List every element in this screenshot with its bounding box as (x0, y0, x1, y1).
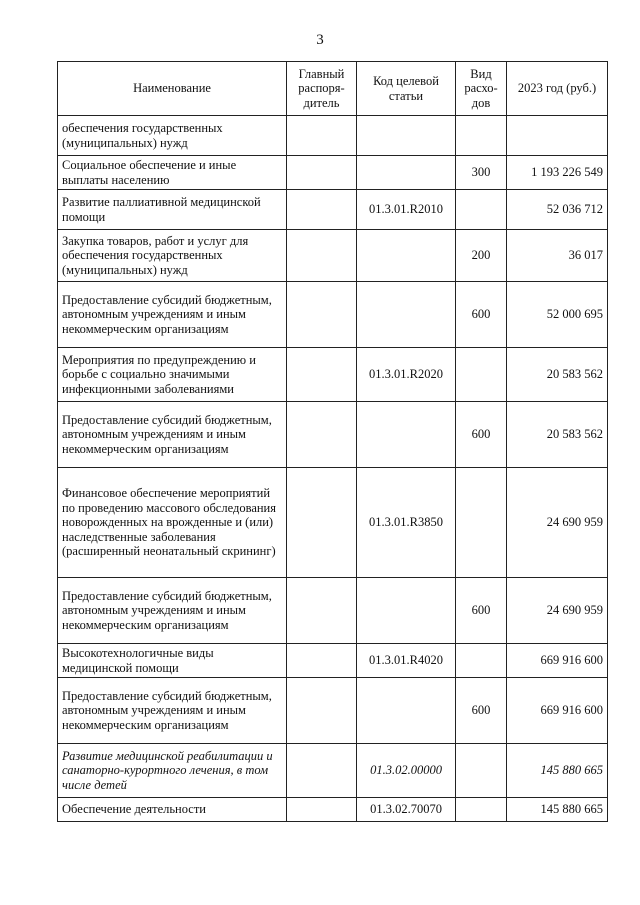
table-row (58, 578, 608, 644)
cell-amount: 52 036 712 (507, 190, 608, 230)
cell-code (357, 230, 456, 282)
cell-administrator (287, 468, 357, 578)
cell-name: Высокотехнологичные виды медицинской помощи (58, 644, 287, 678)
cell-name: Финансовое обеспечение мероприятий по проведению массового обследования новорожденных на врожденные и (или) наследственные заболевания (расширенный неонатальный скрининг) (58, 468, 287, 578)
cell-administrator (287, 230, 357, 282)
cell-name: Социальное обеспечение и иные выплаты населению (58, 156, 287, 190)
header-kind: Вид расхо-дов (456, 62, 507, 116)
cell-kind: 600 (456, 578, 507, 644)
cell-name: Развитие паллиативной медицинской помощи (58, 190, 287, 230)
cell-kind (456, 190, 507, 230)
cell-amount: 145 880 665 (507, 744, 608, 798)
cell-kind: 600 (456, 678, 507, 744)
header-amount: 2023 год (руб.) (507, 62, 608, 116)
cell-amount: 1 193 226 549 (507, 156, 608, 190)
table-row (58, 744, 608, 798)
table-row (58, 348, 608, 402)
cell-kind (456, 644, 507, 678)
cell-administrator (287, 116, 357, 156)
cell-name: Обеспечение деятельности (58, 798, 287, 822)
cell-code (357, 282, 456, 348)
header-name: Наименование (58, 62, 287, 116)
cell-name: Развитие медицинской реабилитации и санаторно-курортного лечения, в том числе детей (58, 744, 287, 798)
cell-amount: 669 916 600 (507, 644, 608, 678)
cell-kind (456, 798, 507, 822)
cell-administrator (287, 282, 357, 348)
cell-kind: 300 (456, 156, 507, 190)
cell-kind: 600 (456, 282, 507, 348)
table-row (58, 282, 608, 348)
cell-administrator (287, 744, 357, 798)
table-row (58, 402, 608, 468)
cell-code: 01.3.01.R2010 (357, 190, 456, 230)
table-row (58, 116, 608, 156)
table-row (58, 156, 608, 190)
table-row (58, 230, 608, 282)
cell-code (357, 156, 456, 190)
cell-kind (456, 744, 507, 798)
cell-administrator (287, 156, 357, 190)
cell-name: Мероприятия по предупреждению и борьбе с социально значимыми инфекционными заболеваниями (58, 348, 287, 402)
cell-code (357, 578, 456, 644)
cell-amount: 20 583 562 (507, 348, 608, 402)
table-row (58, 468, 608, 578)
cell-administrator (287, 402, 357, 468)
cell-kind (456, 468, 507, 578)
cell-kind: 200 (456, 230, 507, 282)
cell-kind: 600 (456, 402, 507, 468)
cell-administrator (287, 348, 357, 402)
cell-amount: 145 880 665 (507, 798, 608, 822)
cell-amount: 24 690 959 (507, 578, 608, 644)
cell-code: 01.3.01.R2020 (357, 348, 456, 402)
cell-kind (456, 116, 507, 156)
cell-code: 01.3.01.R3850 (357, 468, 456, 578)
cell-code: 01.3.02.00000 (357, 744, 456, 798)
cell-administrator (287, 190, 357, 230)
page-number: 3 (316, 32, 324, 48)
cell-amount: 24 690 959 (507, 468, 608, 578)
cell-name: обеспечения государственных (муниципальных) нужд (58, 116, 287, 156)
cell-amount (507, 116, 608, 156)
cell-code (357, 116, 456, 156)
header-administrator: Главный распоря-дитель (287, 62, 357, 116)
cell-administrator (287, 578, 357, 644)
cell-name: Предоставление субсидий бюджетным, автономным учреждениям и иным некоммерческим организациям (58, 578, 287, 644)
table-row (58, 798, 608, 822)
cell-administrator (287, 678, 357, 744)
table-header-row (58, 62, 608, 116)
cell-amount: 36 017 (507, 230, 608, 282)
cell-name: Предоставление субсидий бюджетным, автономным учреждениям и иным некоммерческим организациям (58, 678, 287, 744)
cell-kind (456, 348, 507, 402)
cell-name: Закупка товаров, работ и услуг для обеспечения государственных (муниципальных) нужд (58, 230, 287, 282)
table-row (58, 190, 608, 230)
cell-code: 01.3.01.R4020 (357, 644, 456, 678)
cell-code (357, 402, 456, 468)
cell-administrator (287, 644, 357, 678)
cell-amount: 20 583 562 (507, 402, 608, 468)
header-code: Код целевой статьи (357, 62, 456, 116)
cell-code: 01.3.02.70070 (357, 798, 456, 822)
cell-amount: 52 000 695 (507, 282, 608, 348)
table-body (58, 116, 608, 822)
cell-code (357, 678, 456, 744)
table-row (58, 644, 608, 678)
table-row (58, 678, 608, 744)
cell-name: Предоставление субсидий бюджетным, автономным учреждениям и иным некоммерческим организациям (58, 282, 287, 348)
cell-name: Предоставление субсидий бюджетным, автономным учреждениям и иным некоммерческим организациям (58, 402, 287, 468)
budget-table (57, 61, 608, 822)
cell-amount: 669 916 600 (507, 678, 608, 744)
cell-administrator (287, 798, 357, 822)
